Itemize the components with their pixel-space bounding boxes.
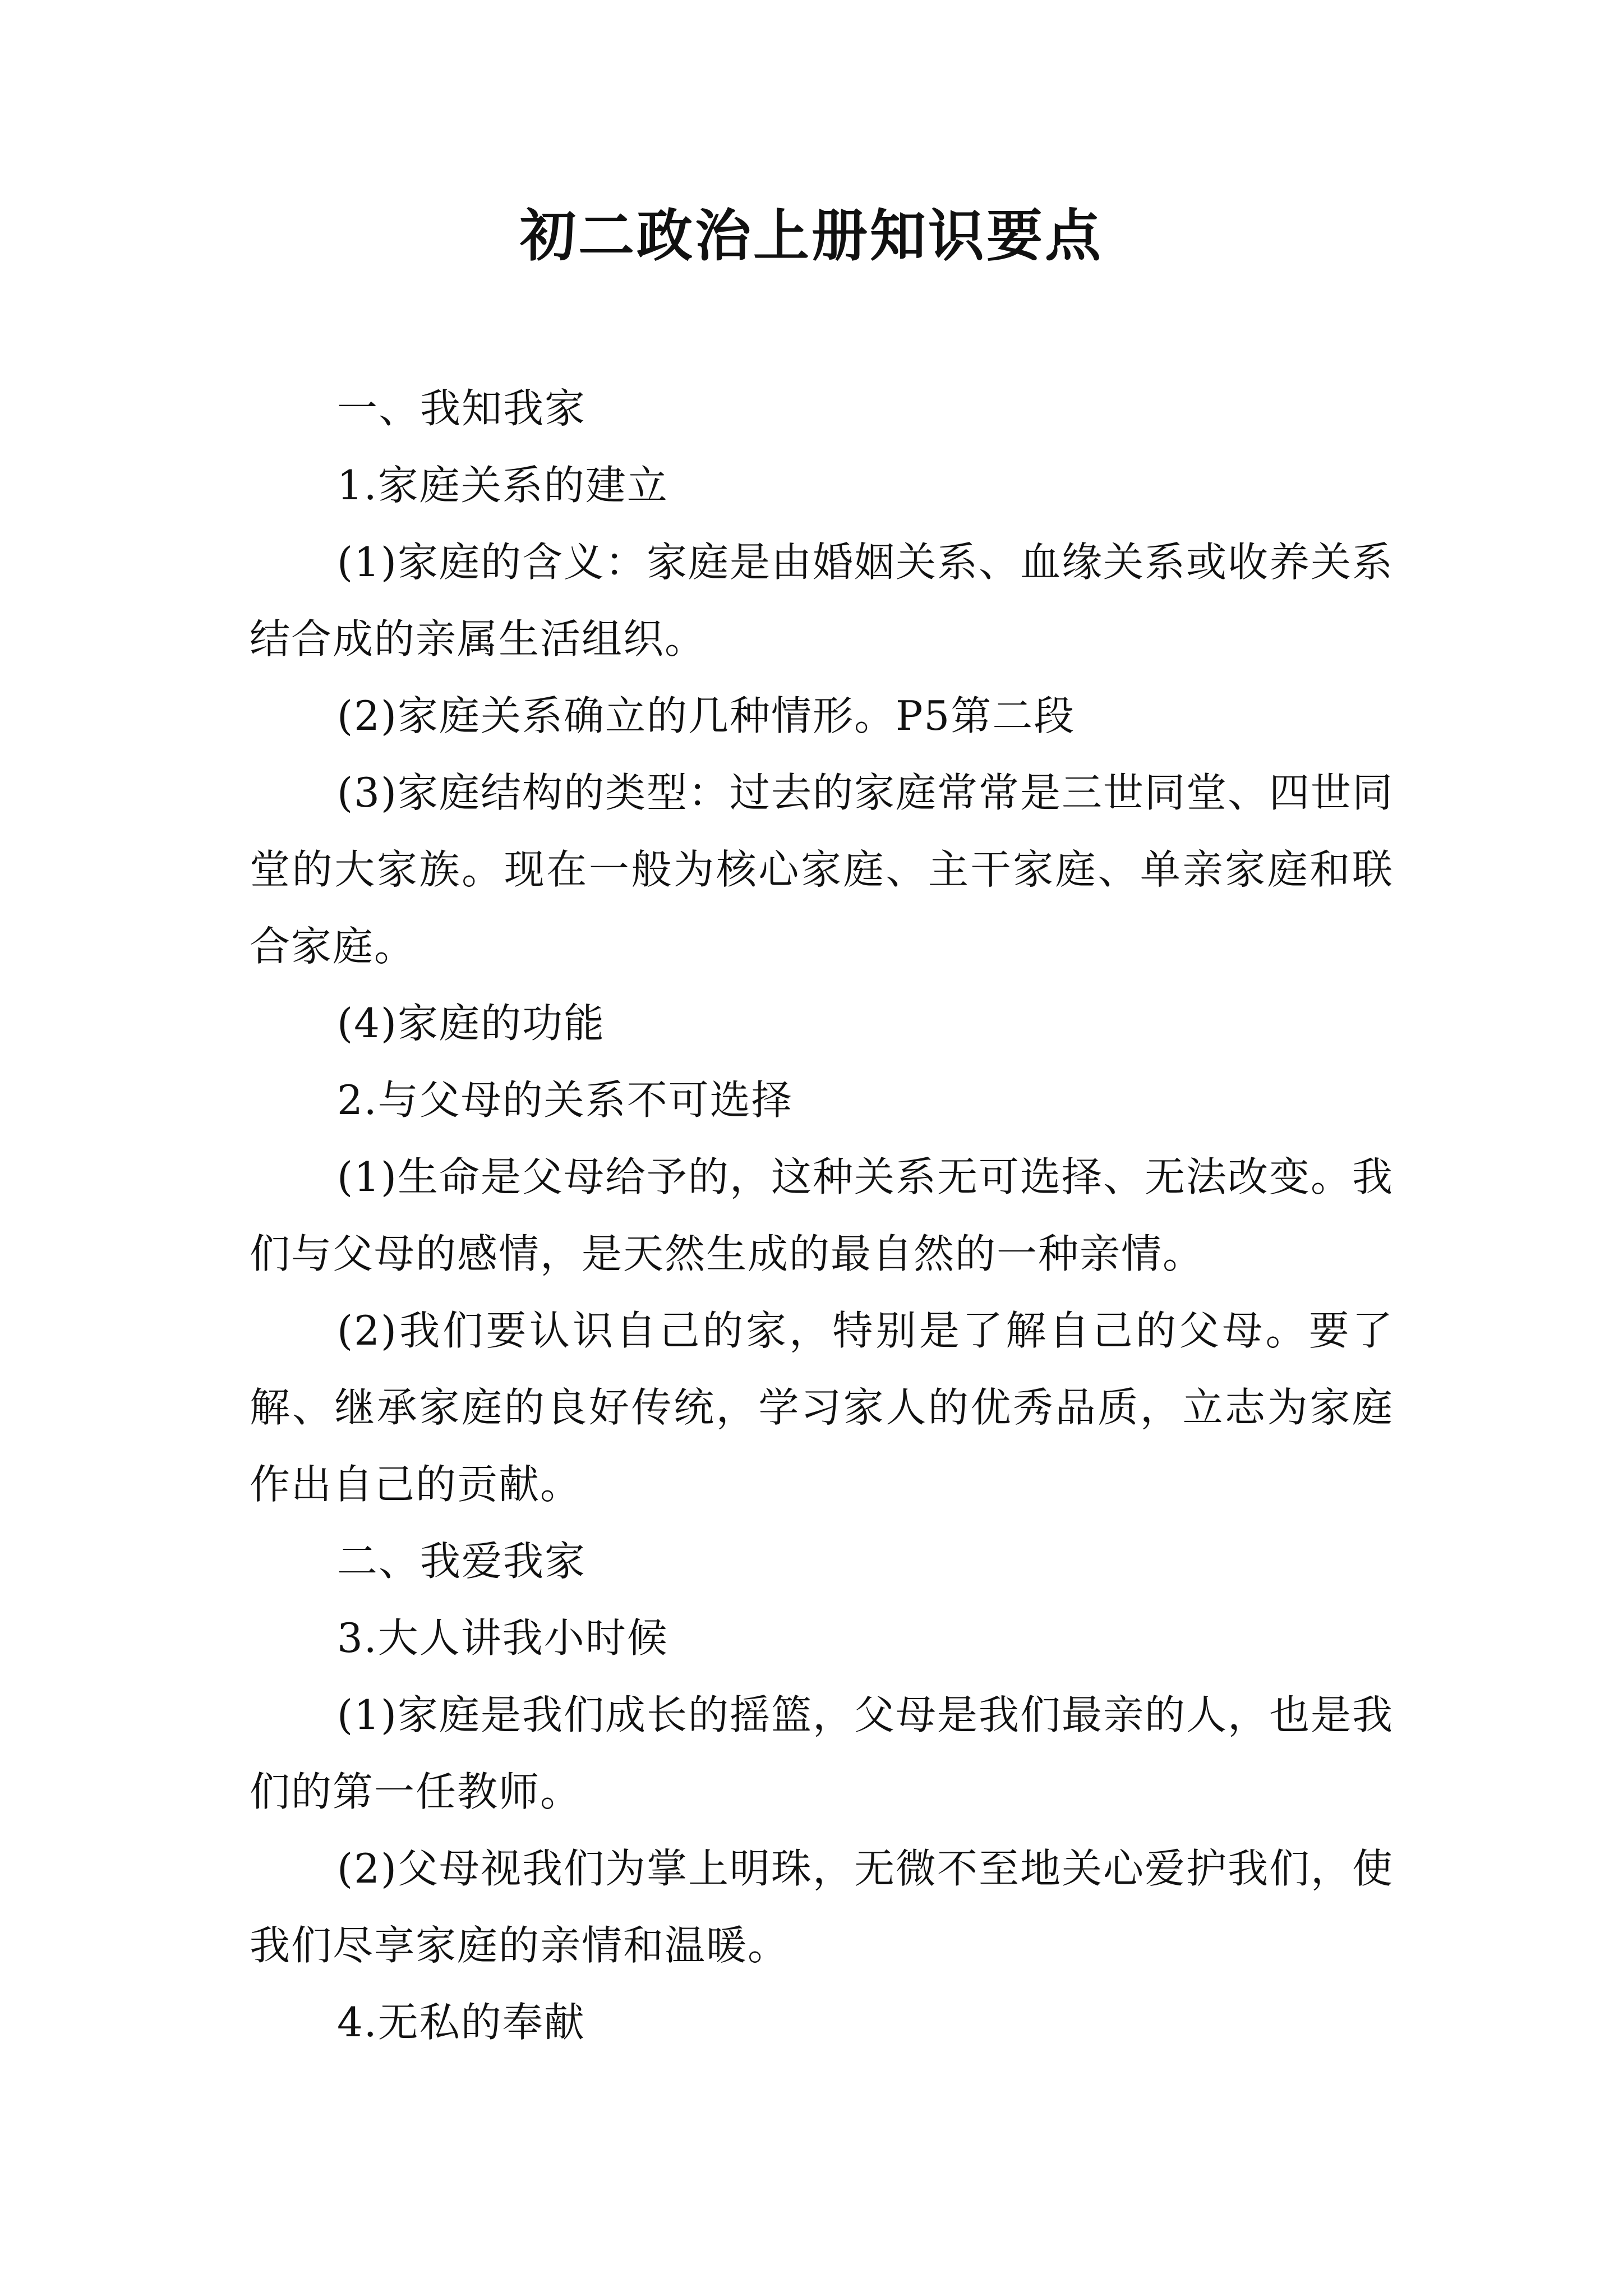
document-title: 初二政治上册知识要点 (520, 203, 1103, 269)
subheading-4: 4.无私的奉献 (337, 1999, 585, 2046)
paragraph-3-1: (1)家庭是我们成长的摇篮，父母是我们最亲的人，也是我们的第一任教师。 (250, 1691, 1394, 1815)
subheading-2: 2.与父母的关系不可选择 (337, 1076, 793, 1124)
paragraph-1-1: (1)家庭的含义：家庭是由婚姻关系、血缘关系或收养关系结合成的亲属生活组织。 (250, 539, 1394, 662)
paragraph-3-2: (2)父母视我们为掌上明珠，无微不至地关心爱护我们，使我们尽享家庭的亲情和温暖。 (250, 1845, 1394, 1969)
paragraph-2-2: (2)我们要认识自己的家，特别是了解自己的父母。要了解、继承家庭的良好传统，学习家人的优秀品质，立志为家庭作出自己的贡献。 (250, 1307, 1394, 1508)
paragraph-2-1: (1)生命是父母给予的，这种关系无可选择、无法改变。我们与父母的感情，是天然生成的最自然的一种亲情。 (250, 1153, 1394, 1277)
paragraph-1-3: (3)家庭结构的类型：过去的家庭常常是三世同堂、四世同堂的大家族。现在一般为核心家庭、主干家庭、单亲家庭和联合家庭。 (250, 769, 1394, 970)
document-body (250, 370, 1394, 2061)
paragraph-1-4: (4)家庭的功能 (337, 1000, 605, 1047)
subheading-3: 3.大人讲我小时候 (337, 1614, 668, 1662)
subheading-1: 1.家庭关系的建立 (337, 462, 668, 509)
section-heading-1: 一、我知我家 (337, 385, 587, 432)
section-heading-2: 二、我爱我家 (337, 1538, 587, 1585)
paragraph-1-2: (2)家庭关系确立的几种情形。P5第二段 (337, 692, 1076, 739)
